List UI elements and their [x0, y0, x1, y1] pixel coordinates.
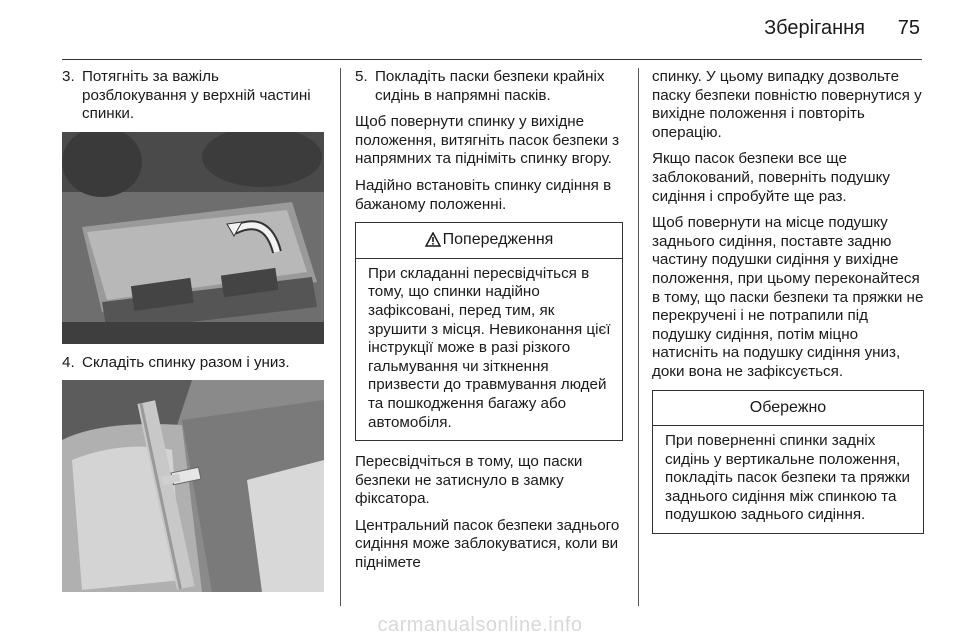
- paragraph: Щоб повернути на місце подушку заднього сидіння, поставте задню частину подушки сидіння у вихідне положення, при цьому переконайтеся в тому, що паски безпеки та пряжки не перекручені і не потрапили під подушку сидіння, потім міцно натисніть на подушку сидіння униз, доки вона не зафіксується.: [652, 214, 924, 380]
- step-text: Покладіть паски безпеки крайніх сидінь в напрямні пасків.: [375, 68, 605, 104]
- page-header: [0, 0, 960, 60]
- caution-box: [652, 390, 924, 535]
- step-text: Складіть спинку разом і униз.: [82, 353, 290, 371]
- paragraph: Пересвідчіться в тому, що паски безпеки не затиснуло в замку фіксатора.: [355, 453, 583, 508]
- paragraph: Щоб повернути спинку у вихідне положення, витягніть пасок безпеки з напрямних та підніміть спинку вгору.: [355, 113, 620, 168]
- step-number: 3.: [62, 68, 75, 85]
- seat-belt-guide-photo: [62, 380, 324, 592]
- warning-header: [356, 223, 622, 259]
- column-divider-1: [340, 68, 341, 606]
- paragraph: Якщо пасок безпеки все ще заблокований, поверніть подушку сидіння і спробуйте ще раз.: [652, 150, 891, 205]
- paragraph: Центральний пасок безпеки заднього сидіння може заблокуватися, коли ви піднімете: [355, 516, 620, 572]
- section-title: Зберігання: [764, 17, 865, 39]
- watermark: carmanualsonline.info: [377, 614, 583, 636]
- page-number: 75: [897, 17, 920, 39]
- warning-text: При складанні пересвідчіться в тому, що спинки надійно зафіксовані, перед тим, як зрушити з місця. Невиконання цієї інструкції може в разі різкого гальмування чи зіткнення призвести до травмування людей та пошкодження багажу або автомобіля.: [368, 264, 611, 431]
- step-5: [355, 68, 623, 105]
- column-divider-2: [638, 68, 639, 606]
- seat-release-photo: [62, 132, 324, 344]
- step-number: 5.: [355, 68, 368, 85]
- column-3: [652, 68, 924, 546]
- caution-text: При поверненні спинки задніх сидінь у вертикальне положення, покладіть пасок безпеки та пряжки заднього сидіння між спинкою та подушкою заднього сидіння.: [665, 432, 910, 524]
- header-divider: [62, 59, 922, 60]
- caution-header: Обережно: [653, 391, 923, 427]
- warning-icon: [425, 232, 441, 247]
- warning-title: Попередження: [442, 231, 554, 249]
- paragraph: спинку. У цьому випадку дозвольте паску безпеки повністю повернутися у вихідне положення і повторіть операцію.: [652, 68, 922, 141]
- step-text: Потягніть за важіль розблокування у верхній частині спинки.: [82, 68, 311, 123]
- step-3: [62, 68, 327, 124]
- warning-box: [355, 222, 623, 441]
- paragraph: Надійно встановіть спинку сидіння в бажаному положенні.: [355, 176, 612, 213]
- column-1: [62, 68, 327, 602]
- column-2: [355, 68, 623, 581]
- step-4: [62, 354, 327, 373]
- step-number: 4.: [62, 353, 75, 371]
